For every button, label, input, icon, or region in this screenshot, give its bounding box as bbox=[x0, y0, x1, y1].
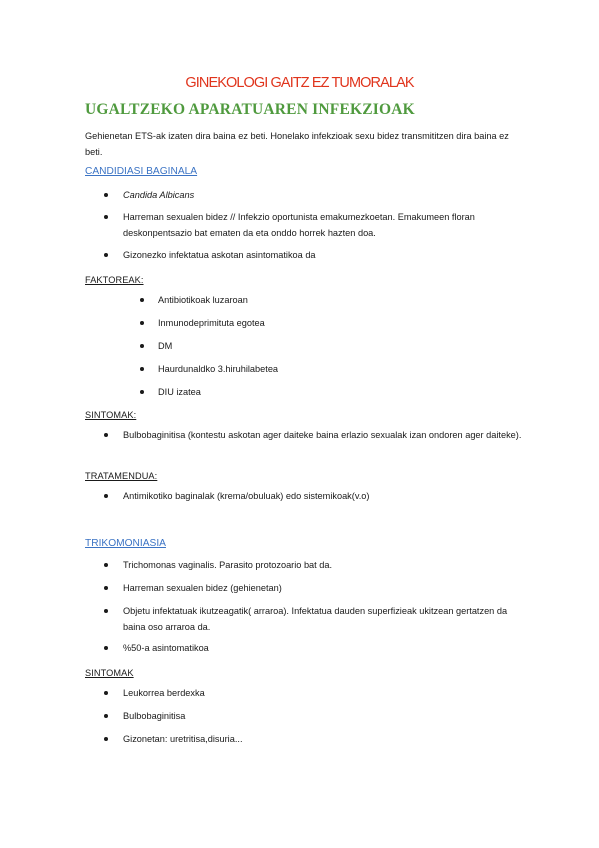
symptom-item: Bulbobaginitisa (kontestu askotan ager daiteke baina erlazio sexualak izan ondoren ager daiteke). bbox=[123, 430, 522, 440]
bullet bbox=[104, 691, 108, 695]
symptom-item: Gizonetan: uretritisa,disuria... bbox=[123, 734, 243, 744]
bullet bbox=[104, 215, 108, 219]
list-item: Harreman sexualen bidez // Infekzio oportunista emakumezkoetan. Emakumeen floran deskonpentsazio bat ematen da eta onddo horrek hazten doa. bbox=[123, 212, 475, 238]
list-item: Objetu infektatuak ikutzeagatik( arraroa). Infektatua dauden superfizieak ukitzean gertatzen da baina oso arraroa da. bbox=[123, 606, 508, 632]
symptom-item: Bulbobaginitisa bbox=[123, 711, 186, 721]
list-item: Candida Albicans bbox=[123, 190, 195, 200]
bullet bbox=[104, 563, 108, 567]
bullet bbox=[104, 646, 108, 650]
list-item: %50-a asintomatikoa bbox=[123, 643, 209, 653]
bullet bbox=[140, 390, 144, 394]
bullet bbox=[104, 193, 108, 197]
treatment-item: Antimikotiko baginalak (krema/obuluak) edo sistemikoak(v.o) bbox=[123, 491, 370, 501]
symptom-item: Leukorrea berdexka bbox=[123, 688, 205, 698]
factor-item: Antibiotikoak luzaroan bbox=[158, 295, 248, 305]
bullet bbox=[104, 253, 108, 257]
list-item: Gizonezko infektatua askotan asintomatikoa da bbox=[123, 250, 316, 260]
list-item: Trichomonas vaginalis. Parasito protozoario bat da. bbox=[123, 560, 333, 570]
list-item: Harreman sexualen bidez (gehienetan) bbox=[123, 583, 282, 593]
document-title: GINEKOLOGI GAITZ EZ TUMORALAK bbox=[185, 75, 414, 91]
bullet bbox=[104, 609, 108, 613]
intro-paragraph: Gehienetan ETS-ak izaten dira baina ez beti. Honelako infekzioak sexu bidez transmititzen dira baina ez beti. bbox=[85, 131, 509, 157]
factor-item: DM bbox=[158, 341, 173, 351]
bullet bbox=[140, 344, 144, 348]
factors-label: FAKTOREAK: bbox=[85, 275, 144, 285]
factor-item: Inmunodeprimituta egotea bbox=[158, 318, 265, 328]
bullet bbox=[140, 367, 144, 371]
bullet bbox=[104, 433, 108, 437]
bullet bbox=[104, 494, 108, 498]
trichomoniasis-symptoms-label: SINTOMAK bbox=[85, 668, 134, 678]
factor-item: Haurdunaldko 3.hiruhilabetea bbox=[158, 364, 279, 374]
symptoms-label: SINTOMAK: bbox=[85, 410, 137, 420]
trichomoniasis-heading: TRIKOMONIASIA bbox=[85, 538, 166, 549]
bullet bbox=[104, 737, 108, 741]
bullet bbox=[140, 321, 144, 325]
factor-item: DIU izatea bbox=[158, 387, 201, 397]
candidiasis-heading: CANDIDIASI BAGINALA bbox=[85, 166, 198, 177]
bullet bbox=[140, 298, 144, 302]
bullet bbox=[104, 714, 108, 718]
section-title: UGALTZEKO APARATUAREN INFEKZIOAK bbox=[85, 101, 415, 118]
bullet bbox=[104, 586, 108, 590]
treatment-label: TRATAMENDUA: bbox=[85, 471, 158, 481]
